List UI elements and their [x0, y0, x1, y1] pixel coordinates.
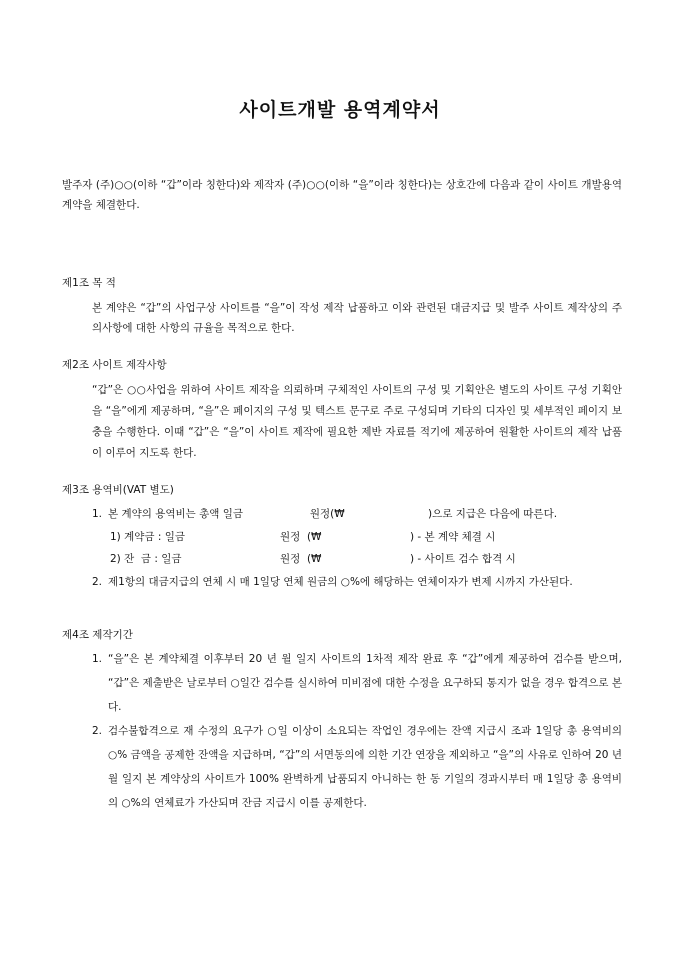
intro-paragraph: 발주자 (주)○○(이하 “갑”이라 칭한다)와 제작자 (주)○○(이하 “을”이라 칭한다)는 상호간에 다음과 같이 사이트 개발용역 계약을 체결한다. — [62, 179, 622, 211]
item-number: 1. — [92, 653, 103, 665]
subitem-won: 원정 (₩ — [280, 531, 322, 543]
article-3-item-2 — [92, 570, 622, 594]
item-number: 2. — [92, 576, 103, 588]
article-1-body: 본 계약은 “갑”의 사업구상 사이트를 “을”이 작성 제작 납품하고 이와 관련된 대금지급 및 발주 사이트 제작상의 주의사항에 대한 사항의 규율을 목적으로 한다. — [92, 302, 622, 334]
article-3-subitem-2 — [110, 548, 622, 570]
item-text: 검수불합격으로 재 수정의 요구가 ○일 이상이 소요되는 작업인 경우에는 잔액 지급시 조과 1일당 총 용역비의 ○% 금액을 공제한 잔액을 지급하며, “갑”의 서면동의에 의한 기간 연장을 제외하고 “을”의 사유로 인하여 20 년 월 일지 본 계약상의 사이트가 100% 완벽하게 납품되지 아니하는 한 동 기일의 경과시부터 매 1일당 총 용역비의 ○%의 연체료가 가산되며 잔금 지급시 이를 공제한다. — [108, 725, 622, 809]
article-2 — [62, 355, 622, 464]
item-number: 1. — [92, 508, 103, 520]
article-2-heading: 제2조 사이트 제작사항 — [62, 359, 167, 371]
subitem-tail: ) - 본 계약 체결 시 — [410, 531, 496, 543]
item-text: 본 계약의 용역비는 총액 일금 원정(₩ )으로 지급은 다음에 따른다. — [108, 508, 558, 520]
article-1-heading: 제1조 목 적 — [62, 277, 116, 289]
article-1 — [62, 273, 622, 338]
article-4-item-1 — [92, 647, 622, 719]
article-3 — [62, 480, 622, 594]
article-4-item-2 — [92, 719, 622, 815]
document-title: 사이트개발 용역계약서 — [239, 99, 441, 121]
item-text: 제1항의 대금지급의 연체 시 매 1일당 연체 원금의 ○%에 해당하는 연체이자가 변제 시까지 가산된다. — [108, 576, 573, 588]
subitem-won: 원정 (₩ — [280, 553, 322, 565]
article-4-heading: 제4조 제작기간 — [62, 629, 133, 641]
article-3-item-1 — [92, 502, 622, 526]
subitem-label: 1) 계약금 : 일금 — [110, 531, 186, 543]
item-text: “을”은 본 계약체결 이후부터 20 년 월 일지 사이트의 1차적 제작 완료 후 “갑”에게 제공하여 검수를 받으며, “갑”은 제출받은 날로부터 ○일간 검수를 실시하여 미비점에 대한 수정을 요구하되 통지가 없을 경우 합격으로 본다. — [108, 653, 622, 713]
subitem-label: 2) 잔 금 : 일금 — [110, 553, 182, 565]
article-4 — [62, 625, 622, 815]
article-3-heading: 제3조 용역비(VAT 별도) — [62, 484, 174, 496]
item-number: 2. — [92, 725, 103, 737]
article-2-body: “갑”은 ○○사업을 위하여 사이트 제작을 의뢰하며 구체적인 사이트의 구성 및 기획안은 별도의 사이트 구성 기획안을 “을”에게 제공하며, “을”은 페이지의 구성 및 텍스트 문구로 주로 구성되며 기타의 디자인 및 세부적인 페이지 보충을 수행한다. 이때 “갑”은 “을”이 사이트 제작에 필요한 제반 자료를 적기에 제공하여 원활한 사이트의 제작 납품이 이루어 지도록 한다. — [92, 384, 622, 459]
article-3-subitem-1 — [110, 526, 622, 548]
subitem-tail: ) - 사이트 검수 합격 시 — [410, 553, 516, 565]
